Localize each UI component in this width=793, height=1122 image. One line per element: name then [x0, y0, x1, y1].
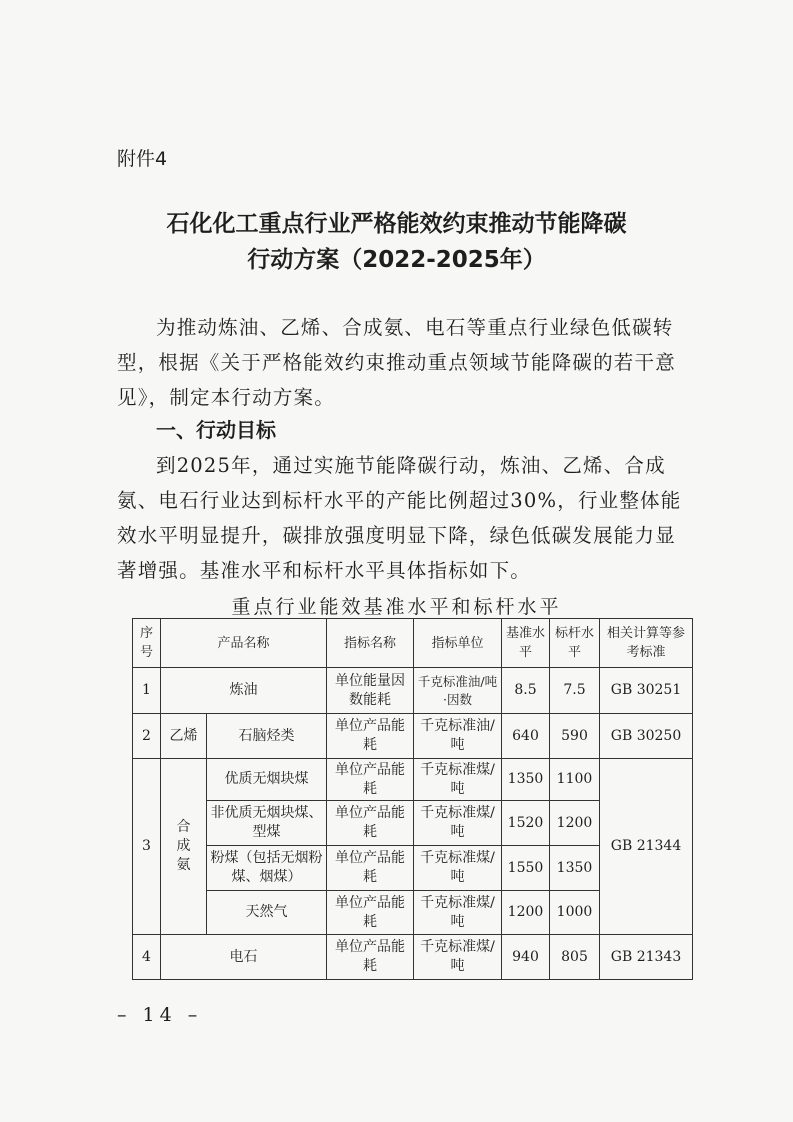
row-product: 优质无烟块煤 [207, 759, 327, 801]
row-unit: 千克标准煤/吨 [414, 891, 502, 935]
row-baseline: 8.5 [502, 668, 550, 714]
table-row [133, 668, 693, 714]
row-benchmark: 1100 [550, 759, 600, 801]
row-benchmark: 1350 [550, 846, 600, 891]
row-standard: GB 30251 [600, 668, 693, 714]
row-unit: 千克标准煤/吨 [414, 801, 502, 846]
header-unit: 指标单位 [414, 619, 502, 668]
row-product: 石脑烃类 [207, 714, 327, 759]
efficiency-table [132, 618, 693, 980]
row-benchmark: 1200 [550, 801, 600, 846]
table-row [133, 714, 693, 759]
row-standard: GB 21343 [600, 935, 693, 980]
header-product: 产品名称 [161, 619, 327, 668]
row-baseline: 640 [502, 714, 550, 759]
row-unit: 千克标准油/吨·因数 [414, 668, 502, 714]
row-indicator: 单位产品能耗 [327, 935, 414, 980]
table-caption: 重点行业能效基准水平和标杆水平 [231, 596, 562, 618]
row-standard: GB 21344 [600, 759, 693, 935]
section-heading: 一、行动目标 [156, 418, 276, 442]
row-indicator: 单位产品能耗 [327, 714, 414, 759]
document-title-line2: 行动方案（2022-2025年） [247, 247, 546, 273]
header-indicator: 指标名称 [327, 619, 414, 668]
row-product: 电石 [161, 935, 327, 980]
attachment-label: 附件4 [117, 148, 168, 170]
page-number: – 14 – [117, 1004, 203, 1026]
table-row [133, 759, 693, 801]
row-product: 天然气 [207, 891, 327, 935]
header-standard: 相关计算等参考标准 [600, 619, 693, 668]
row-indicator: 单位产品能耗 [327, 801, 414, 846]
row-baseline: 1200 [502, 891, 550, 935]
row-unit: 千克标准煤/吨 [414, 846, 502, 891]
row-unit: 千克标准油/吨 [414, 714, 502, 759]
row-seq: 1 [133, 668, 161, 714]
row-product: 粉煤（包括无烟粉煤、烟煤） [207, 846, 327, 891]
row-benchmark: 1000 [550, 891, 600, 935]
row-indicator: 单位产品能耗 [327, 846, 414, 891]
row-indicator: 单位能量因数能耗 [327, 668, 414, 714]
row-benchmark: 805 [550, 935, 600, 980]
row-benchmark: 7.5 [550, 668, 600, 714]
row-unit: 千克标准煤/吨 [414, 759, 502, 801]
intro-paragraph: 为推动炼油、乙烯、合成氨、电石等重点行业绿色低碳转型，根据《关于严格能效约束推动重点领域节能降碳的若干意见》，制定本行动方案。 [117, 316, 676, 409]
row-seq: 4 [133, 935, 161, 980]
section-paragraph: 到2025年，通过实施节能降碳行动，炼油、乙烯、合成氨、电石行业达到标杆水平的产能比例超过30%，行业整体能效水平明显提升，碳排放强度明显下降，绿色低碳发展能力显著增强。基准水平和标杆水平具体指标如下。 [117, 454, 682, 582]
row-baseline: 1350 [502, 759, 550, 801]
table-header-row [133, 619, 693, 668]
row-indicator: 单位产品能耗 [327, 891, 414, 935]
header-seq: 序号 [133, 619, 161, 668]
header-benchmark: 标杆水平 [550, 619, 600, 668]
header-baseline: 基准水平 [502, 619, 550, 668]
row-seq: 3 [133, 759, 161, 935]
row-benchmark: 590 [550, 714, 600, 759]
row-category: 乙烯 [161, 714, 207, 759]
row-product: 非优质无烟块煤、型煤 [207, 801, 327, 846]
row-standard: GB 30250 [600, 714, 693, 759]
row-product: 炼油 [161, 668, 327, 714]
row-baseline: 1520 [502, 801, 550, 846]
row-baseline: 940 [502, 935, 550, 980]
table-row [133, 935, 693, 980]
document-title-line1: 石化化工重点行业严格能效约束推动节能降碳 [166, 211, 627, 237]
row-unit: 千克标准煤/吨 [414, 935, 502, 980]
row-indicator: 单位产品能耗 [327, 759, 414, 801]
row-baseline: 1550 [502, 846, 550, 891]
row-category: 合成氨 [161, 759, 207, 935]
row-seq: 2 [133, 714, 161, 759]
